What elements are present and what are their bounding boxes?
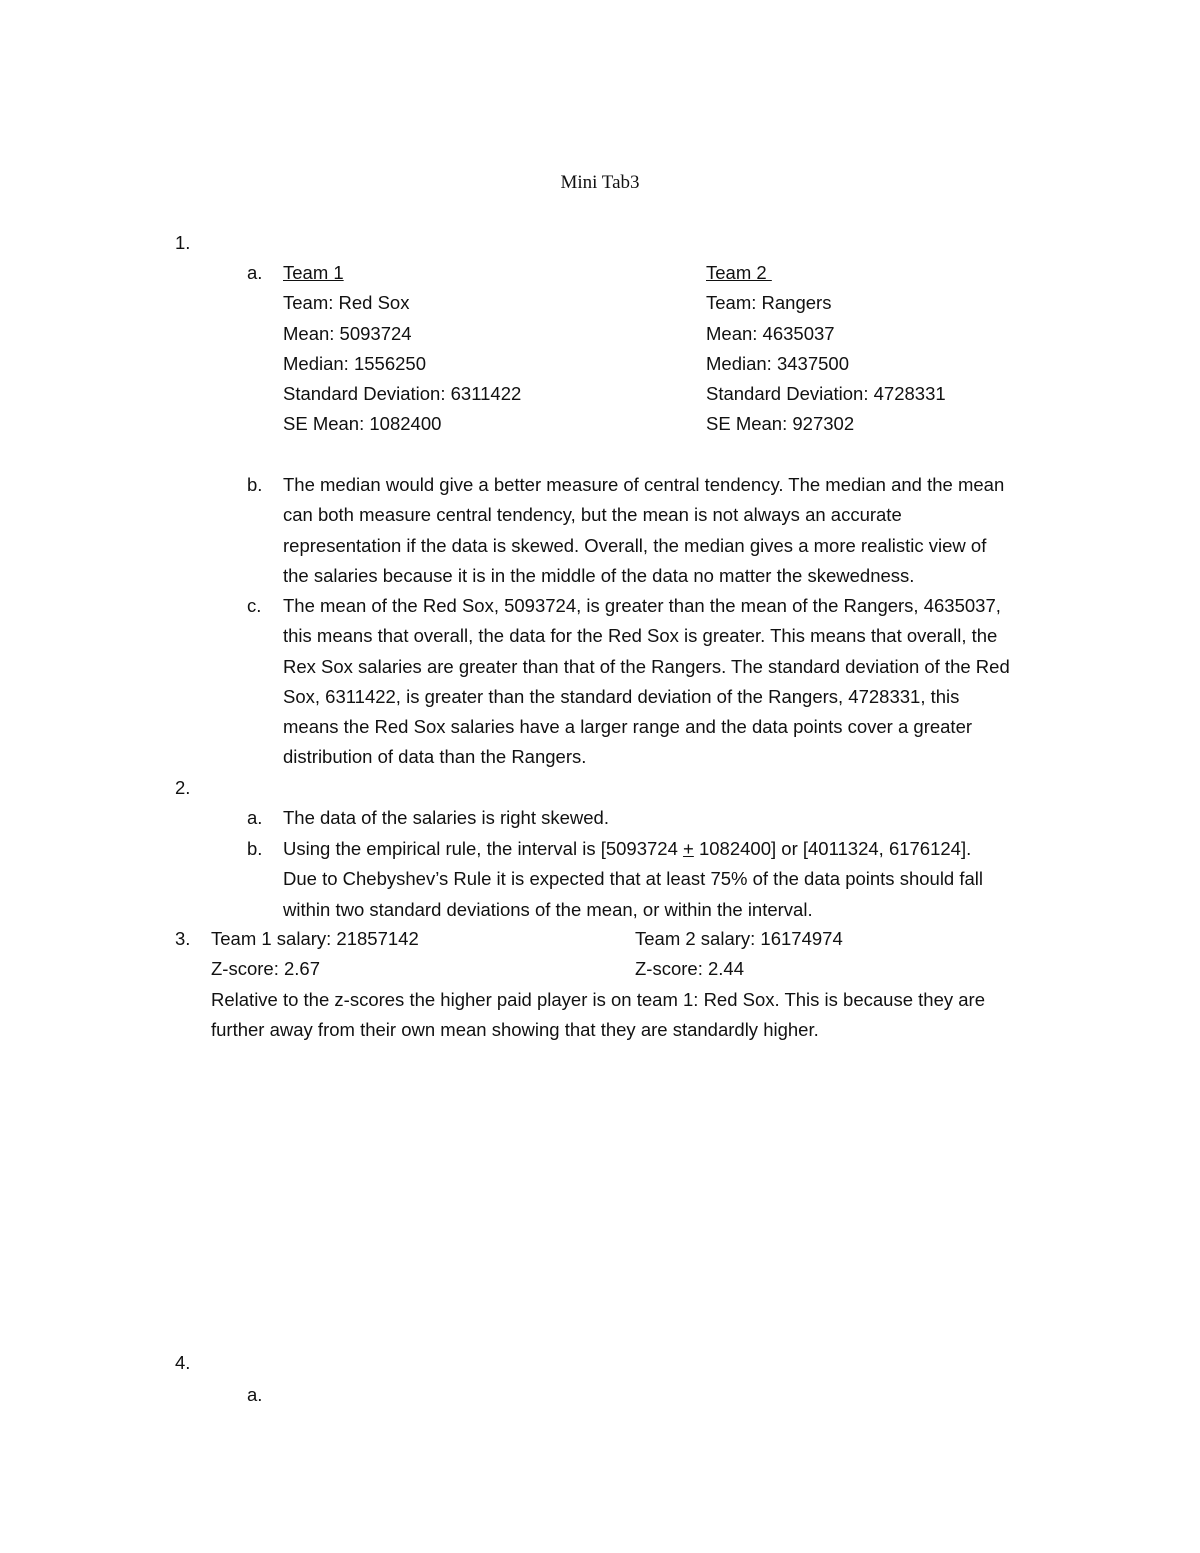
q1b-paragraph bbox=[283, 470, 1004, 591]
team1-median: Median: 1556250 bbox=[283, 352, 426, 374]
paragraph-line: means the Red Sox salaries have a larger range and the data points cover a greater bbox=[283, 716, 973, 738]
question-3-number: 3. bbox=[175, 928, 191, 949]
page-title: Mini Tab3 bbox=[560, 172, 640, 193]
paragraph-line: The mean of the Red Sox, 5093724, is greater than the mean of the Rangers, 4635037, bbox=[283, 595, 1001, 616]
team2-salary: Team 2 salary: 16174974 bbox=[635, 928, 843, 949]
team2-mean: Mean: 4635037 bbox=[706, 322, 835, 344]
paragraph-line: Due to Chebyshev’s Rule it is expected that at least 75% of the data points should fall bbox=[283, 868, 984, 890]
paragraph-line: Relative to the z-scores the higher paid player is on team 1: Red Sox. This is because they are bbox=[211, 989, 985, 1010]
team2-sd: Standard Deviation: 4728331 bbox=[706, 383, 946, 405]
q4a-letter: a. bbox=[247, 1384, 263, 1405]
question-1-number: 1. bbox=[175, 232, 191, 253]
paragraph-line: representation if the data is skewed. Overall, the median gives a more realistic view of bbox=[283, 534, 987, 556]
team2-stats bbox=[706, 258, 946, 440]
paragraph-line: this means that overall, the data for the Red Sox is greater. This means that overall, the bbox=[283, 625, 998, 647]
q2a-text: The data of the salaries is right skewed. bbox=[283, 807, 609, 828]
team1-mean: Mean: 5093724 bbox=[283, 322, 412, 344]
paragraph-line: Rex Sox salaries are greater than that of the Rangers. The standard deviation of the Red bbox=[283, 655, 1010, 677]
team1-name: Team: Red Sox bbox=[283, 292, 410, 314]
team1-stats bbox=[283, 258, 521, 440]
team2-zscore: Z-score: 2.44 bbox=[635, 958, 744, 979]
q1c-paragraph bbox=[283, 591, 1010, 773]
team1-heading: Team 1 bbox=[283, 262, 344, 283]
paragraph-line: the salaries because it is in the middle of the data no matter the skewedness. bbox=[283, 564, 915, 586]
paragraph-line: Sox, 6311422, is greater than the standard deviation of the Rangers, 4728331, this bbox=[283, 685, 960, 707]
paragraph-line: within two standard deviations of the mean, or within the interval. bbox=[283, 898, 813, 920]
team2-name: Team: Rangers bbox=[706, 292, 832, 314]
q3-paragraph bbox=[211, 985, 985, 1046]
q1c-letter: c. bbox=[247, 595, 262, 616]
paragraph-line: can both measure central tendency, but the mean is not always an accurate bbox=[283, 504, 902, 526]
q1b-letter: b. bbox=[247, 474, 263, 495]
paragraph-line: further away from their own mean showing that they are standardly higher. bbox=[211, 1019, 819, 1041]
q2a-letter: a. bbox=[247, 807, 263, 828]
q2b-letter: b. bbox=[247, 838, 263, 859]
team1-sd: Standard Deviation: 6311422 bbox=[283, 383, 522, 405]
question-2-number: 2. bbox=[175, 777, 191, 798]
interval-text-end: 1082400] or [4011324, 6176124]. bbox=[693, 838, 972, 859]
paragraph-line bbox=[283, 834, 983, 864]
team1-salary: Team 1 salary: 21857142 bbox=[211, 928, 419, 949]
team2-heading: Team 2 bbox=[706, 262, 772, 283]
plus-minus-sign: + bbox=[683, 838, 694, 859]
question-4-number: 4. bbox=[175, 1352, 191, 1373]
interval-text-start: Using the empirical rule, the interval is [5093724 bbox=[283, 838, 684, 859]
paragraph-line: distribution of data than the Rangers. bbox=[283, 746, 587, 768]
q2b-paragraph bbox=[283, 834, 983, 925]
team2-se: SE Mean: 927302 bbox=[706, 413, 855, 435]
team1-se: SE Mean: 1082400 bbox=[283, 413, 442, 435]
q1a-letter: a. bbox=[247, 262, 263, 283]
paragraph-line: The median would give a better measure of central tendency. The median and the mean bbox=[283, 474, 1005, 495]
team1-zscore: Z-score: 2.67 bbox=[211, 958, 320, 979]
team2-median: Median: 3437500 bbox=[706, 352, 849, 374]
